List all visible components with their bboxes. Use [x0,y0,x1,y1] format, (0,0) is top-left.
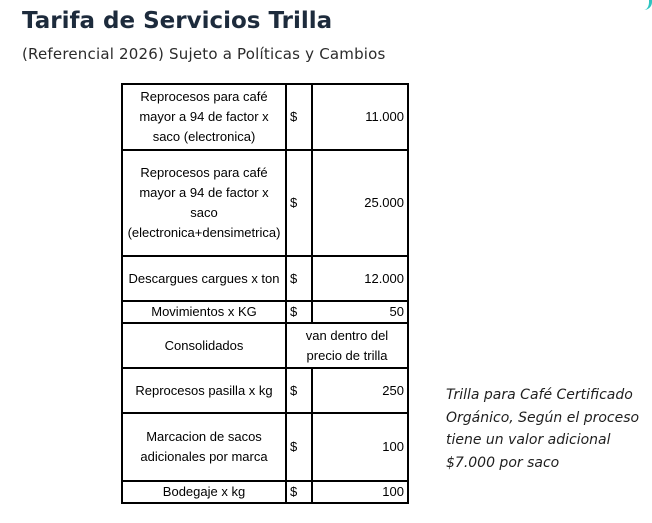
corner-accent-mark [641,0,652,10]
service-price: 250 [312,368,408,413]
table-row [122,256,408,301]
service-name: Descargues cargues x ton [122,256,286,301]
table-row [122,150,408,256]
currency-symbol: $ [286,413,312,481]
service-name: Reprocesos pasilla x kg [122,368,286,413]
service-name: Marcacion de sacos adicionales por marca [122,413,286,481]
currency-symbol: $ [286,84,312,150]
service-price: 100 [312,481,408,503]
page-subtitle: (Referencial 2026) Sujeto a Políticas y Cambios [22,45,386,63]
page-title: Tarifa de Servicios Trilla [22,8,333,34]
service-price: 11.000 [312,84,408,150]
table-row [122,84,408,150]
service-name: Consolidados [122,323,286,368]
service-price: 25.000 [312,150,408,256]
service-price-note: van dentro del precio de trilla [286,323,408,368]
tariff-table [121,83,409,504]
currency-symbol: $ [286,368,312,413]
service-name: Bodegaje x kg [122,481,286,503]
service-price: 12.000 [312,256,408,301]
currency-symbol: $ [286,256,312,301]
table-row [122,323,408,368]
service-price: 100 [312,413,408,481]
service-name: Reprocesos para café mayor a 94 de factor x saco (electronica+densimetrica) [122,150,286,256]
currency-symbol: $ [286,150,312,256]
currency-symbol: $ [286,301,312,323]
organic-surcharge-note: Trilla para Café Certificado Orgánico, Según el proceso tiene un valor adicional $7.000 por saco [446,387,640,471]
service-price: 50 [312,301,408,323]
table-row [122,368,408,413]
table-row [122,301,408,323]
service-name: Reprocesos para café mayor a 94 de factor x saco (electronica) [122,84,286,150]
table-row [122,413,408,481]
table-row [122,481,408,503]
service-name: Movimientos x KG [122,301,286,323]
currency-symbol: $ [286,481,312,503]
